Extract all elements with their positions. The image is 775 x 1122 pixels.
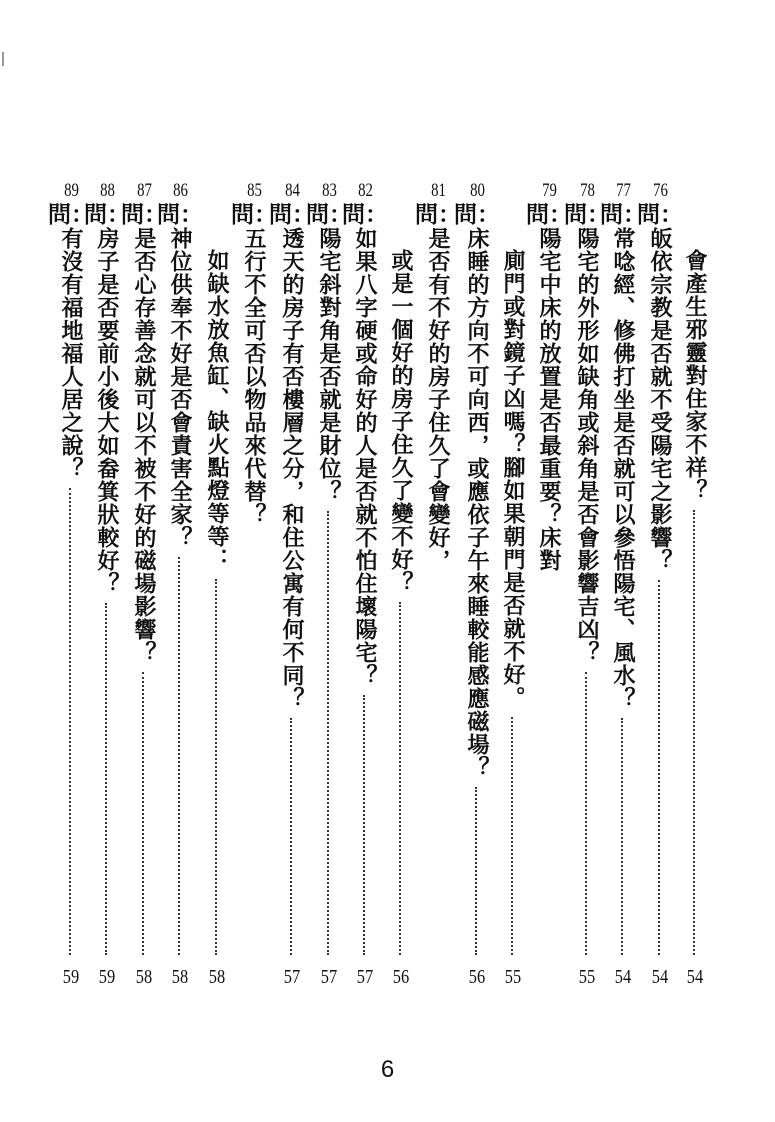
dot-leader <box>658 580 662 955</box>
entry-label: 問： <box>306 201 352 228</box>
entry-text: 或是一個好的房子住久了變不好？ <box>388 249 414 594</box>
toc-entry-17 <box>48 180 94 955</box>
entry-number: 83 <box>321 180 337 201</box>
entry-number: 80 <box>469 180 485 201</box>
page-ref: 56 <box>468 966 486 988</box>
entry-number: 88 <box>99 180 115 201</box>
entry-text: 房子是否要前小後大如畚箕狀較好？ <box>94 227 120 595</box>
entry-text: 如果八字硬或命好的人是否就不怕住壞陽宅？ <box>352 227 378 687</box>
page-ref: 55 <box>504 966 522 988</box>
dot-leader <box>585 672 589 955</box>
entry-text: 透天的房子有否樓層之分，和住公寓有何不同？ <box>279 227 305 710</box>
toc-entry-15 <box>121 180 167 955</box>
entry-number: 87 <box>136 180 152 201</box>
entry-number: 85 <box>246 180 262 201</box>
entry-text: 神位供奉不好是否會責害全家？ <box>167 227 193 549</box>
page-ref: 58 <box>208 966 226 988</box>
entry-label: 問： <box>600 201 646 228</box>
page-ref: 58 <box>171 966 189 988</box>
entry-number: 77 <box>615 180 631 201</box>
dot-leader <box>693 510 697 955</box>
entry-number: 76 <box>652 180 668 201</box>
page-ref: 57 <box>356 966 374 988</box>
page-ref: 56 <box>392 966 410 988</box>
entry-label: 問： <box>48 201 94 228</box>
entry-text: 皈依宗教是否就不受陽宅之影響？ <box>647 227 673 572</box>
scan-edge-mark <box>2 52 4 66</box>
toc-entry-6 <box>454 180 500 955</box>
entry-text: 如缺水放魚缸、缺火點燈等等： <box>204 249 230 571</box>
entry-text: 陽宅的外形如缺角或斜角是否會影響吉凶？ <box>574 227 600 664</box>
toc-entry-9 <box>342 180 388 955</box>
toc-entry-3 <box>564 180 610 955</box>
entry-text: 五行不全可否以物品來代替？ <box>241 227 267 526</box>
dot-leader <box>215 579 219 955</box>
entry-label: 問： <box>564 201 610 228</box>
entry-text: 是否心存善念就可以不被不好的磁場影響？ <box>131 227 157 664</box>
entry-label: 問： <box>415 201 461 228</box>
entry-text: 床睡的方向不可向西，或應依子午來睡較能感應磁場？ <box>464 227 490 779</box>
page-ref: 59 <box>62 966 80 988</box>
entry-number: 89 <box>63 180 79 201</box>
toc-entry-0 <box>679 180 711 955</box>
toc-entry-2 <box>600 180 646 955</box>
entry-label: 問： <box>157 201 203 228</box>
toc-entry-13 <box>201 180 233 955</box>
entry-number: 82 <box>357 180 373 201</box>
toc-entry-14 <box>157 180 203 955</box>
dot-leader <box>290 718 294 955</box>
entry-label: 問： <box>269 201 315 228</box>
entry-number: 79 <box>541 180 557 201</box>
page-ref: 59 <box>98 966 116 988</box>
entry-text: 常唸經、修佛打坐是否就可以參悟陽宅、風水？ <box>610 227 636 710</box>
entry-text: 陽宅中床的放置是否最重要？床對 <box>536 227 562 572</box>
page-ref: 54 <box>614 966 632 988</box>
entry-number: 84 <box>284 180 300 201</box>
toc-entry-12 <box>231 180 277 955</box>
dot-leader <box>511 717 515 955</box>
dot-leader <box>178 557 182 955</box>
dot-leader <box>142 672 146 955</box>
entry-label: 問： <box>454 201 500 228</box>
entry-text: 是否有不好的房子住久了會變好， <box>425 227 451 572</box>
toc-entry-16 <box>84 180 130 955</box>
entry-label: 問： <box>121 201 167 228</box>
page-ref: 54 <box>686 966 704 988</box>
dot-leader <box>327 511 331 955</box>
entry-label: 問： <box>342 201 388 228</box>
entry-number: 78 <box>579 180 595 201</box>
entry-number: 86 <box>172 180 188 201</box>
dot-leader <box>399 602 403 955</box>
entry-text: 有沒有福地福人居之說？ <box>58 227 84 480</box>
dot-leader <box>105 603 109 955</box>
toc-entry-7 <box>415 180 461 955</box>
entry-label: 問： <box>84 201 130 228</box>
dot-leader <box>363 695 367 955</box>
page-ref: 57 <box>283 966 301 988</box>
entry-text: 會產生邪靈對住家不祥？ <box>682 249 708 502</box>
entry-text: 廁門或對鏡子凶嗎？腳如果朝門是否就不好。 <box>500 249 526 709</box>
page-number: 6 <box>380 1056 395 1083</box>
dot-leader <box>69 488 73 955</box>
entry-label: 問： <box>526 201 572 228</box>
dot-leader <box>475 787 479 955</box>
entry-text: 陽宅斜對角是否就是財位？ <box>316 227 342 503</box>
page-ref: 58 <box>135 966 153 988</box>
entry-number: 81 <box>430 180 446 201</box>
entry-label: 問： <box>231 201 277 228</box>
page-ref: 55 <box>578 966 596 988</box>
toc-entry-5 <box>497 180 529 955</box>
toc-entry-11 <box>269 180 315 955</box>
toc-entry-8 <box>385 180 417 955</box>
page-ref: 57 <box>320 966 338 988</box>
dot-leader <box>621 718 625 955</box>
toc-entry-10 <box>306 180 352 955</box>
toc-entry-1 <box>637 180 683 955</box>
entry-label: 問： <box>637 201 683 228</box>
page-ref: 54 <box>651 966 669 988</box>
toc-entry-4 <box>526 180 572 955</box>
